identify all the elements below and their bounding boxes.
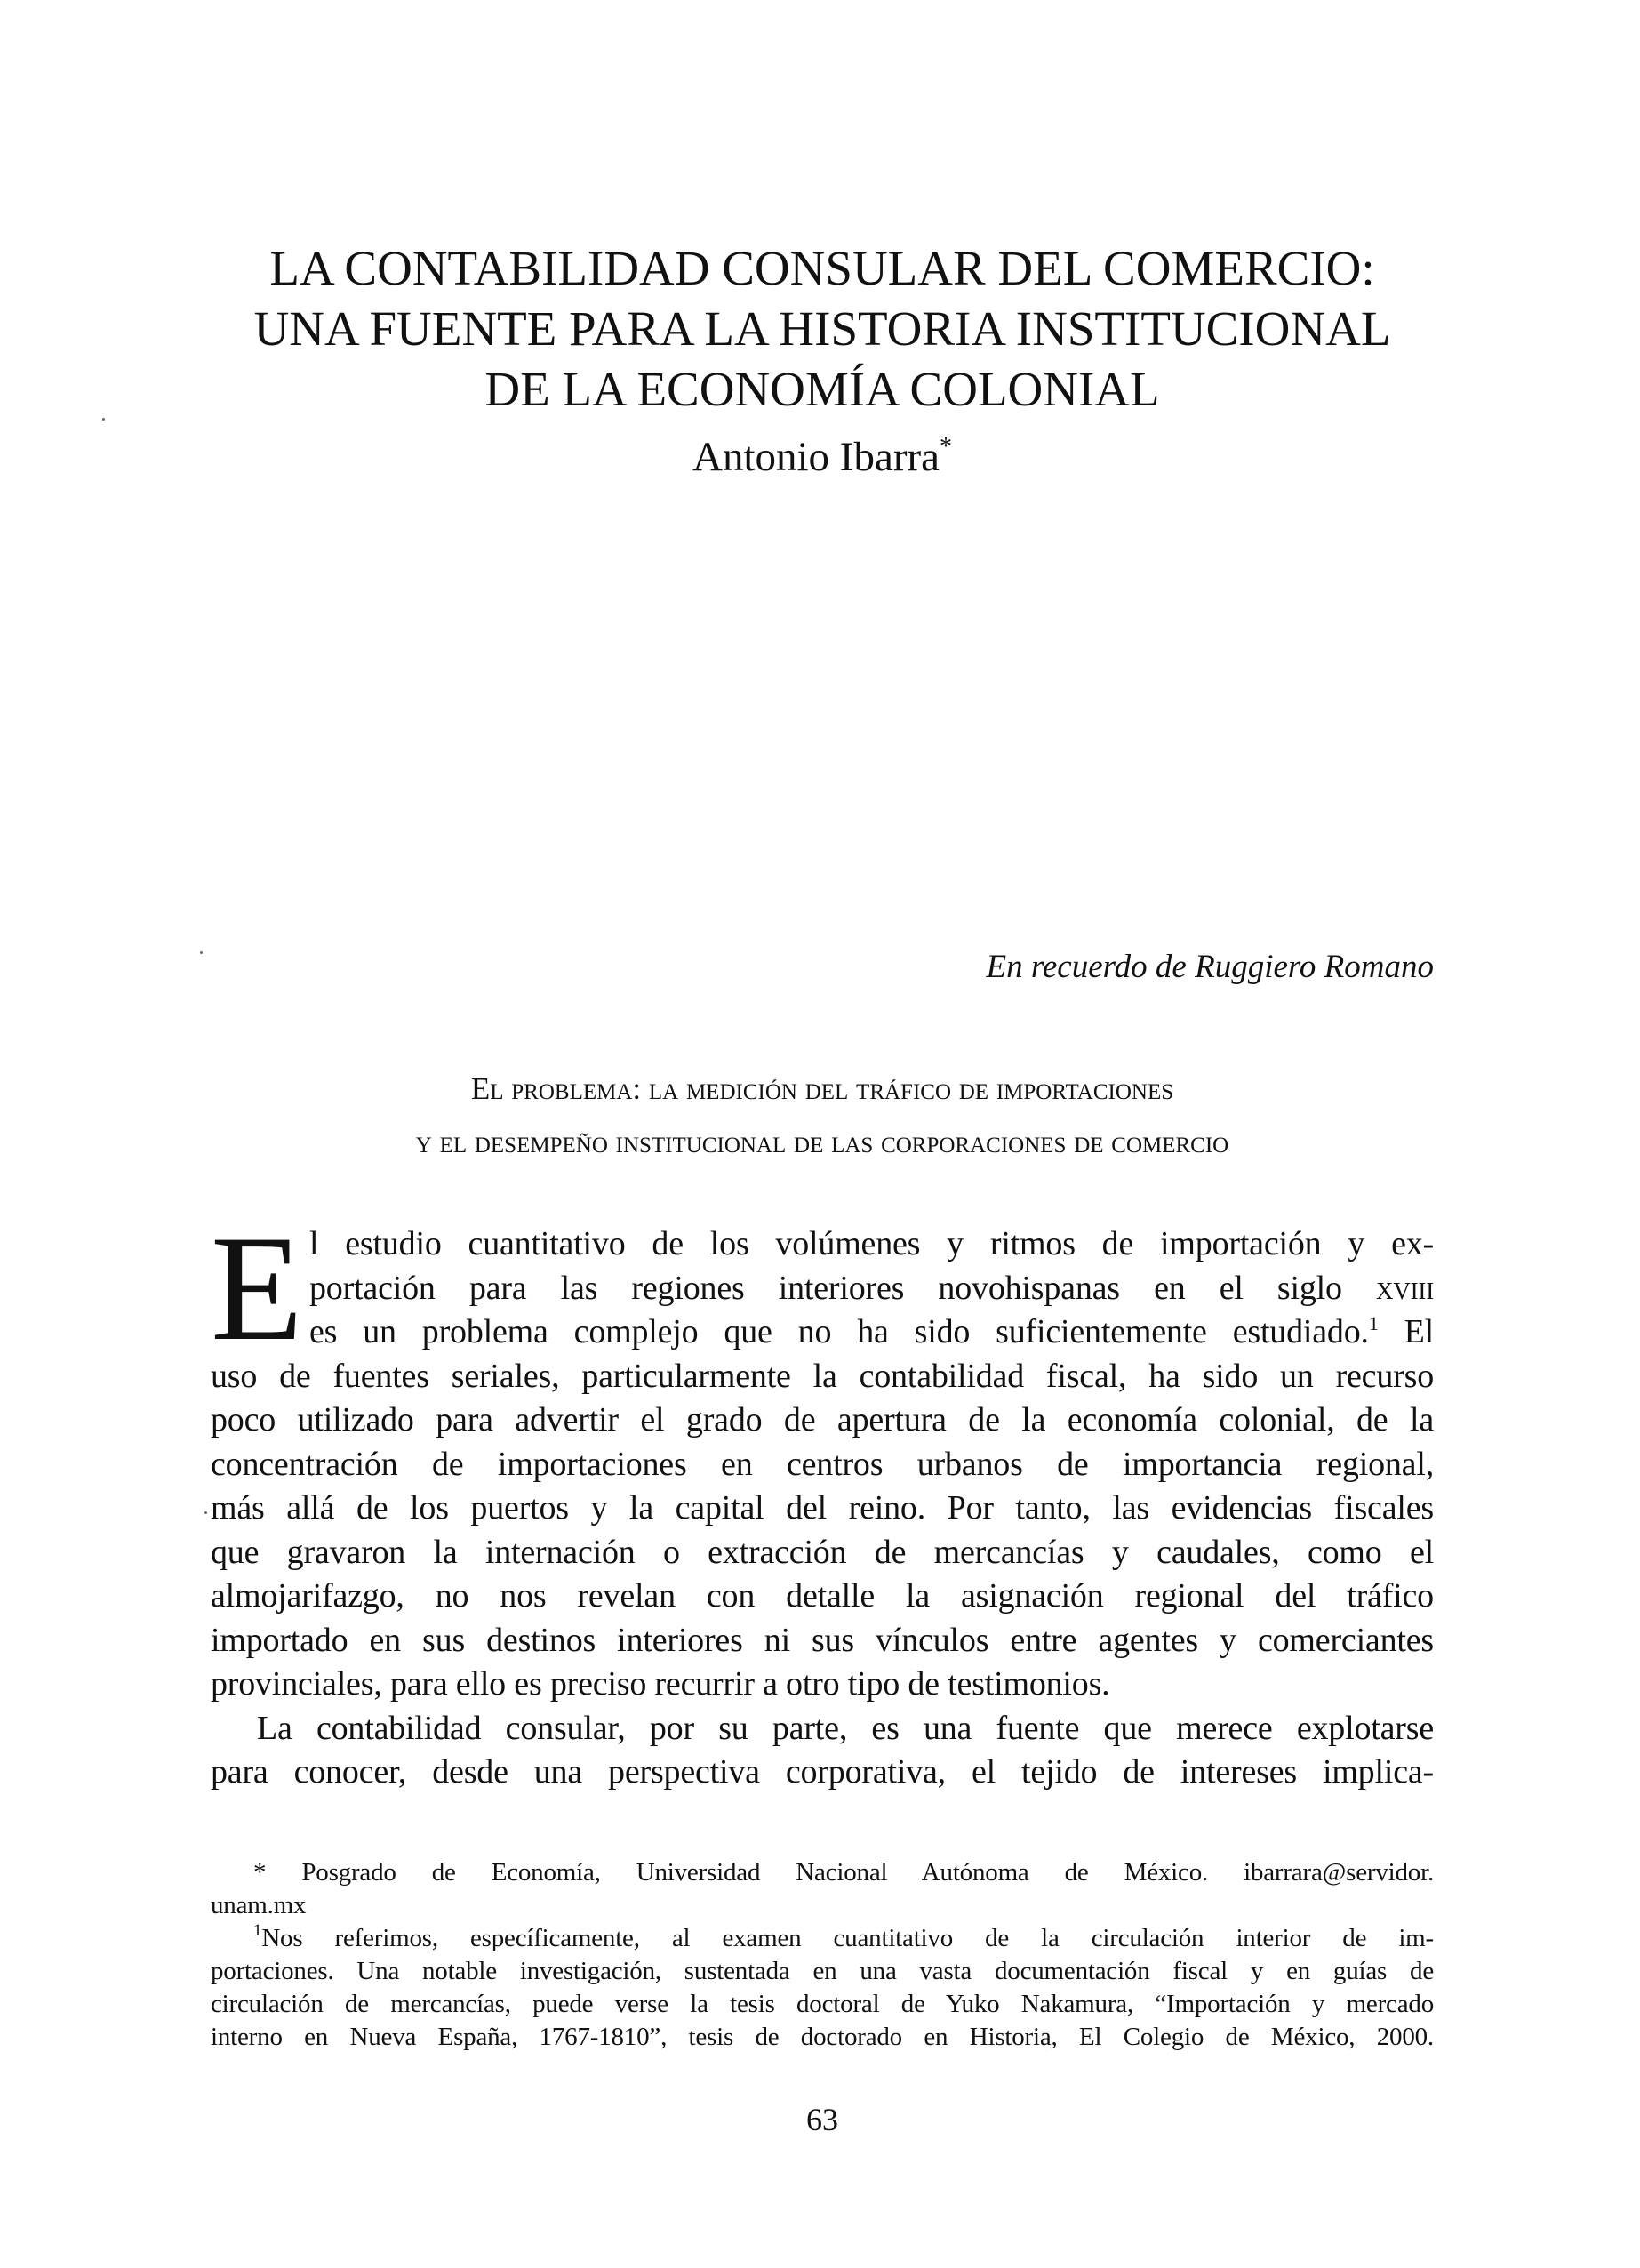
body-line-text: El [1404, 1313, 1434, 1350]
scan-speck [204, 1511, 207, 1514]
footnote-1 [211, 1922, 1434, 1955]
scan-speck [200, 951, 203, 954]
footnote-text: Posgrado de Economía, Universidad Nacional Autónoma de México. ibarrara@servidor. [301, 1858, 1434, 1887]
body-line: que gravaron la internación o extracción de mercancías y caudales, como el [211, 1533, 1434, 1571]
title-line: DE LA ECONOMÍA COLONIAL [484, 362, 1160, 416]
section-heading [211, 1062, 1434, 1169]
body-line: importado en sus destinos interiores ni sus vínculos entre agentes y comerciantes [211, 1621, 1434, 1659]
footnote-line: circulación de mercancías, puede verse la tesis doctoral de Yuko Nakamura, “Importación y mercado [211, 1990, 1434, 2018]
title-line: LA CONTABILIDAD CONSULAR DEL COMERCIO: [269, 241, 1375, 295]
body-line: almojarifazgo, no nos revelan con detalle la asignación regional del tráfico [211, 1577, 1434, 1615]
opening-paragraph-start [211, 1222, 1434, 1355]
body-line: La contabilidad consular, por su parte, es una fuente que merece explotarse [257, 1709, 1434, 1747]
body-line: l estudio cuantitativo de los volúmenes y ritmos de importación y ex- [309, 1225, 1434, 1262]
section-heading-line: y el desempeño institucional de las corporaciones de comercio [415, 1125, 1229, 1159]
body-line: para conocer, desde una perspectiva corporativa, el tejido de intereses implica- [211, 1753, 1434, 1791]
drop-cap: E [211, 1222, 303, 1354]
footnote-star [211, 1856, 1434, 1889]
dedication: En recuerdo de Ruggiero Romano [986, 949, 1434, 985]
opening-lines [309, 1222, 1434, 1355]
footnote-ref[interactable]: 1 [1368, 1312, 1379, 1334]
body-line: provinciales, para ello es preciso recurrir a otro tipo de testimonios. [211, 1665, 1110, 1703]
page-number: 63 [806, 2102, 838, 2137]
body-line: uso de fuentes seriales, particularmente la contabilidad fiscal, ha sido un recurso [211, 1357, 1434, 1395]
author [211, 430, 1434, 484]
body-text [211, 1222, 1434, 1795]
century-numeral: xviii [1376, 1269, 1434, 1307]
footnote-line: unam.mx [211, 1891, 307, 1919]
footnote-mark: * [253, 1858, 267, 1887]
footnote-text: Nos referimos, específicamente, al examen cuantitativo de la circulación interior de im- [261, 1924, 1434, 1952]
scan-speck [102, 418, 105, 421]
body-line: concentración de importaciones en centros urbanos de importancia regional, [211, 1445, 1434, 1483]
author-footnote-mark: * [939, 433, 952, 461]
author-name: Antonio Ibarra [692, 434, 940, 480]
footnote-line: interno en Nueva España, 1767-1810”, tesis de doctorado en Historia, El Colegio de México, 2000. [211, 2023, 1434, 2051]
section-heading-line: El problema: la medición del tráfico de importaciones [470, 1071, 1174, 1106]
body-line-text: portación para las regiones interiores novohispanas en el siglo [309, 1269, 1342, 1307]
footnote-line: portaciones. Una notable investigación, sustentada en una vasta documentación fiscal y en guías de [211, 1957, 1434, 1985]
body-line [309, 1267, 1434, 1311]
body-line: poco utilizado para advertir el grado de apertura de la economía colonial, de la [211, 1401, 1434, 1439]
body-line-text: es un problema complejo que no ha sido suficientemente estudiado. [309, 1313, 1369, 1350]
body-line [309, 1310, 1434, 1355]
body-line: más allá de los puertos y la capital del reino. Por tanto, las evidencias fiscales [211, 1489, 1434, 1527]
article-title [211, 238, 1434, 420]
footnote-mark: 1 [253, 1921, 262, 1940]
footnotes [211, 1856, 1434, 2054]
title-line: UNA FUENTE PARA LA HISTORIA INSTITUCIONAL [253, 301, 1391, 356]
